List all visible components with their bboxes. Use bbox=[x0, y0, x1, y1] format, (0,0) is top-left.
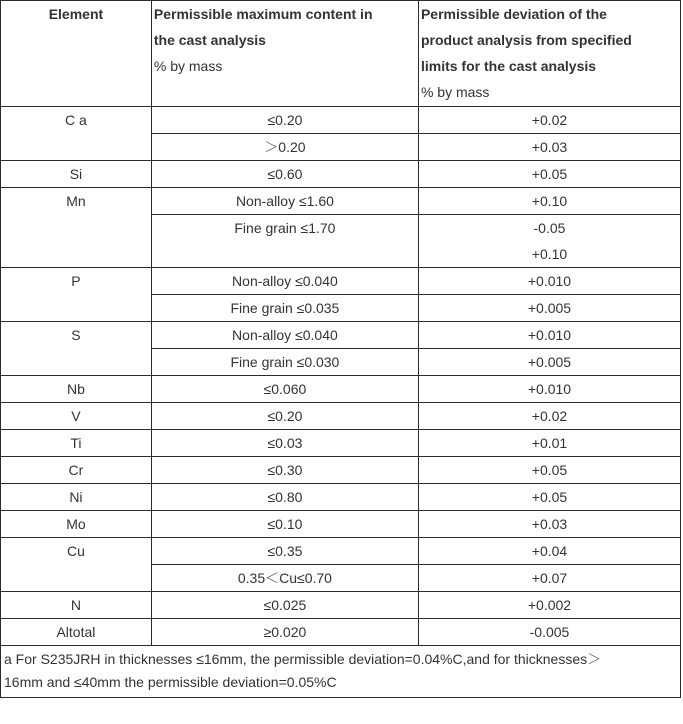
max-content-cell: Fine grain ≤1.70 bbox=[151, 215, 418, 268]
max-content-cell: ≥0.020 bbox=[151, 619, 418, 646]
max-content-cell: ≤0.025 bbox=[151, 592, 418, 619]
header-product-deviation: Permissible deviation of the product analysis from specified limits for the cast analysis % by mass bbox=[418, 1, 680, 107]
element-cell: Ti bbox=[1, 430, 152, 457]
max-content-cell: ＞0.20 bbox=[151, 134, 418, 161]
max-content-cell: Non-alloy ≤1.60 bbox=[151, 188, 418, 215]
table-row bbox=[1, 484, 681, 511]
max-content-cell: ≤0.80 bbox=[151, 484, 418, 511]
max-content-cell: ≤0.20 bbox=[151, 403, 418, 430]
deviation-cell: +0.10 bbox=[418, 188, 680, 215]
table-row bbox=[1, 592, 681, 619]
header-element: Element bbox=[1, 1, 152, 107]
table-row bbox=[1, 619, 681, 646]
table-row bbox=[1, 107, 681, 134]
table-row bbox=[1, 457, 681, 484]
deviation-cell: +0.005 bbox=[418, 349, 680, 376]
deviation-cell: +0.01 bbox=[418, 430, 680, 457]
max-content-cell: Fine grain ≤0.030 bbox=[151, 349, 418, 376]
element-cell: Mn bbox=[1, 188, 152, 268]
deviation-cell bbox=[418, 215, 680, 268]
element-cell: P bbox=[1, 268, 152, 322]
deviation-cell: +0.002 bbox=[418, 592, 680, 619]
deviation-cell: +0.05 bbox=[418, 161, 680, 188]
element-cell: Altotal bbox=[1, 619, 152, 646]
deviation-cell: +0.010 bbox=[418, 268, 680, 295]
deviation-cell: +0.02 bbox=[418, 403, 680, 430]
max-content-cell: Non-alloy ≤0.040 bbox=[151, 322, 418, 349]
footnote-line: 16mm and ≤40mm the permissible deviation=0.05%C bbox=[4, 674, 337, 690]
deviation-cell: +0.07 bbox=[418, 565, 680, 592]
deviation-cell: +0.04 bbox=[418, 538, 680, 565]
table-row bbox=[1, 403, 681, 430]
max-content-cell: ≤0.60 bbox=[151, 161, 418, 188]
footnote-line: a For S235JRH in thicknesses ≤16mm, the permissible deviation=0.04%C,and for thicknesses＞ bbox=[4, 651, 602, 667]
element-cell: C a bbox=[1, 107, 152, 161]
table-row bbox=[1, 268, 681, 295]
max-content-cell: ≤0.20 bbox=[151, 107, 418, 134]
max-content-cell: ≤0.060 bbox=[151, 376, 418, 403]
max-content-cell: ≤0.03 bbox=[151, 430, 418, 457]
table-row bbox=[1, 511, 681, 538]
max-content-cell: Fine grain ≤0.035 bbox=[151, 295, 418, 322]
deviation-cell: -0.005 bbox=[418, 619, 680, 646]
footnote-row bbox=[1, 646, 681, 698]
table-row bbox=[1, 322, 681, 349]
max-content-cell: ≤0.30 bbox=[151, 457, 418, 484]
element-cell: S bbox=[1, 322, 152, 376]
element-cell: Cu bbox=[1, 538, 152, 592]
deviation-cell: +0.010 bbox=[418, 322, 680, 349]
element-cell: N bbox=[1, 592, 152, 619]
max-content-cell: ≤0.10 bbox=[151, 511, 418, 538]
deviation-cell: +0.03 bbox=[418, 511, 680, 538]
element-cell: Mo bbox=[1, 511, 152, 538]
deviation-cell: +0.005 bbox=[418, 295, 680, 322]
element-cell: V bbox=[1, 403, 152, 430]
footnote bbox=[1, 646, 681, 698]
element-cell: Si bbox=[1, 161, 152, 188]
max-content-cell: Non-alloy ≤0.040 bbox=[151, 268, 418, 295]
element-cell: Cr bbox=[1, 457, 152, 484]
header-row bbox=[1, 1, 681, 107]
table-row bbox=[1, 161, 681, 188]
table-row bbox=[1, 376, 681, 403]
element-cell: Nb bbox=[1, 376, 152, 403]
deviation-line: -0.05 bbox=[533, 220, 566, 236]
deviation-cell: +0.05 bbox=[418, 484, 680, 511]
deviation-cell: +0.03 bbox=[418, 134, 680, 161]
deviation-cell: +0.05 bbox=[418, 457, 680, 484]
table-row bbox=[1, 538, 681, 565]
deviation-cell: +0.010 bbox=[418, 376, 680, 403]
table-row bbox=[1, 430, 681, 457]
deviation-line: +0.10 bbox=[531, 246, 568, 262]
header-cast-analysis: Permissible maximum content in the cast analysis % by mass bbox=[151, 1, 418, 107]
table-row bbox=[1, 188, 681, 215]
deviation-cell: +0.02 bbox=[418, 107, 680, 134]
element-cell: Ni bbox=[1, 484, 152, 511]
max-content-cell: ≤0.35 bbox=[151, 538, 418, 565]
max-content-cell: 0.35＜Cu≤0.70 bbox=[151, 565, 418, 592]
